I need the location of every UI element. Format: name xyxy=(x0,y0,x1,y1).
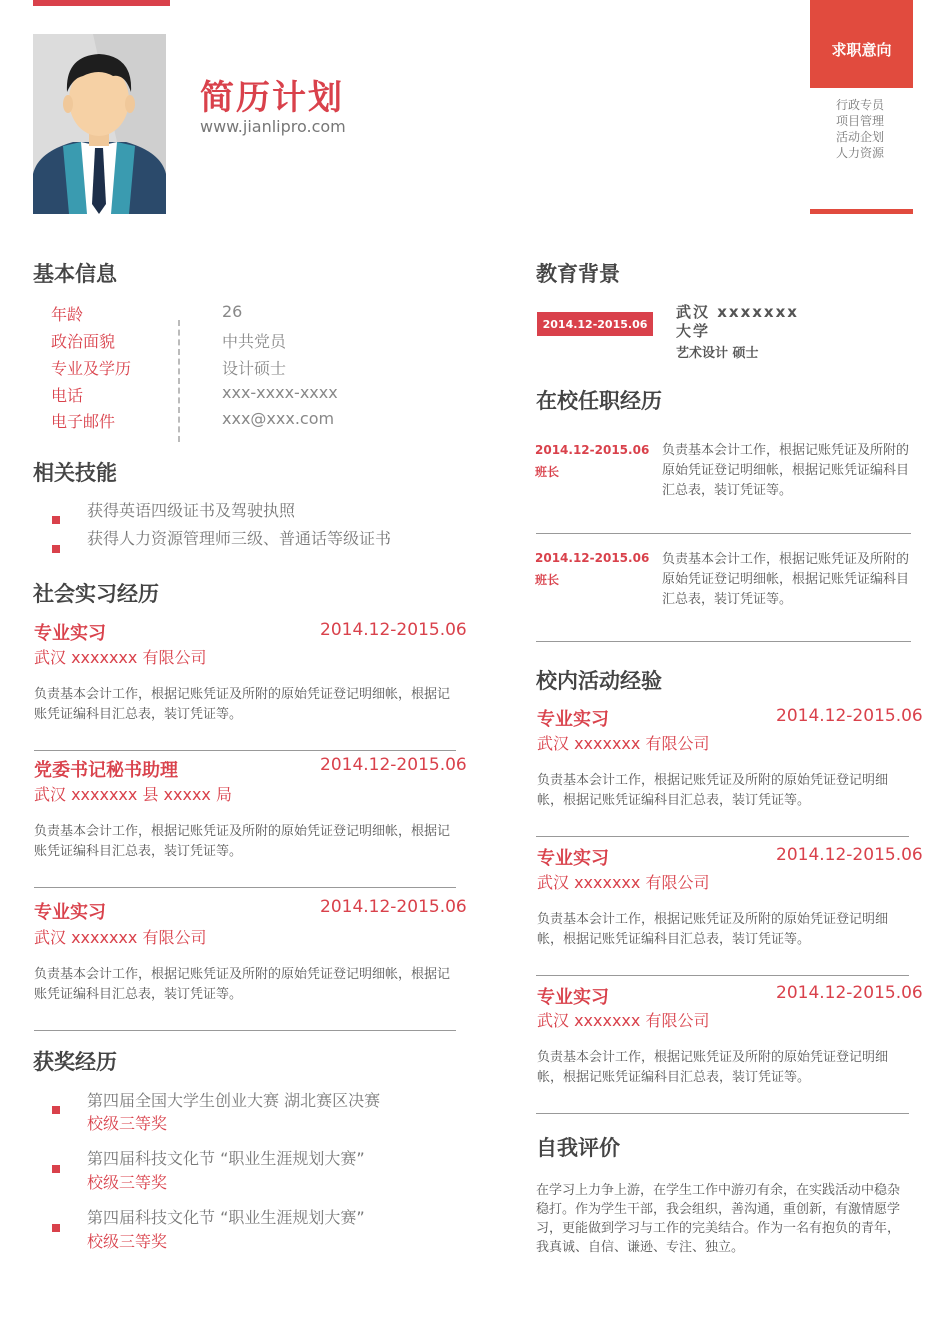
info-value-age: 26 xyxy=(222,302,243,321)
intention-list xyxy=(836,97,884,161)
position-desc: 负责基本会计工作，根据记账凭证及所附的原始凭证登记明细帐，根据记账凭证编科目汇总表，装订凭证等。 xyxy=(662,552,910,607)
practice-title: 专业实习 xyxy=(34,623,106,644)
section-title-basic-info: 基本信息 xyxy=(33,262,117,286)
activity-desc: 负责基本会计工作，根据记账凭证及所附的原始凭证登记明细帐，根据记账凭证编科目汇总表，装订凭证等。 xyxy=(537,773,889,808)
divider xyxy=(536,1113,909,1114)
intention-item: 活动企划 xyxy=(836,130,885,144)
divider xyxy=(34,1030,456,1031)
activity-org: 武汉 xxxxxxx 有限公司 xyxy=(537,873,710,892)
info-label-age: 年龄 xyxy=(51,305,84,324)
activity-org: 武汉 xxxxxxx 有限公司 xyxy=(537,734,710,753)
activity-title: 专业实习 xyxy=(537,709,609,730)
award-name: 第四届科技文化节 “职业生涯规划大赛” xyxy=(87,1208,365,1227)
education-date-badge xyxy=(537,312,653,336)
activity-title: 专业实习 xyxy=(537,848,609,869)
intention-title: 求职意向 xyxy=(831,40,892,59)
practice-date: 2014.12-2015.06 xyxy=(320,897,467,917)
award-level: 校级三等奖 xyxy=(87,1114,168,1133)
award-name: 第四届科技文化节 “职业生涯规划大赛” xyxy=(87,1149,365,1168)
divider xyxy=(536,836,909,837)
intention-item: 人力资源 xyxy=(836,146,885,160)
practice-title: 党委书记秘书助理 xyxy=(34,760,178,781)
activity-date: 2014.12-2015.06 xyxy=(776,983,923,1003)
info-label-email: 电子邮件 xyxy=(51,412,116,431)
position-date: 2014.12-2015.06 xyxy=(535,443,650,457)
practice-date: 2014.12-2015.06 xyxy=(320,755,467,775)
section-title-awards: 获奖经历 xyxy=(33,1050,117,1074)
section-title-education: 教育背景 xyxy=(536,262,620,286)
position-role: 班长 xyxy=(535,573,560,587)
activity-date: 2014.12-2015.06 xyxy=(776,845,923,865)
divider xyxy=(34,750,456,751)
bullet-icon xyxy=(52,516,60,524)
top-accent-bar xyxy=(33,0,170,6)
position-role: 班长 xyxy=(535,465,560,479)
website-text: www.jianlipro.com xyxy=(200,117,346,136)
intention-item: 项目管理 xyxy=(836,114,885,128)
position-desc: 负责基本会计工作，根据记账凭证及所附的原始凭证登记明细帐，根据记账凭证编科目汇总表，装订凭证等。 xyxy=(662,443,910,498)
info-value-email: xxx@xxx.com xyxy=(222,409,335,428)
divider xyxy=(536,641,911,642)
education-major: 艺术设计 硕士 xyxy=(676,346,759,361)
activity-org: 武汉 xxxxxxx 有限公司 xyxy=(537,1011,710,1030)
intention-box xyxy=(810,0,913,88)
activity-desc: 负责基本会计工作，根据记账凭证及所附的原始凭证登记明细帐，根据记账凭证编科目汇总表，装订凭证等。 xyxy=(537,912,889,947)
section-title-skills: 相关技能 xyxy=(33,461,117,485)
info-label-political: 政治面貌 xyxy=(51,332,116,351)
divider xyxy=(536,975,909,976)
practice-org: 武汉 xxxxxxx 县 xxxxx 局 xyxy=(34,785,232,804)
practice-org: 武汉 xxxxxxx 有限公司 xyxy=(34,928,207,947)
education-date: 2014.12-2015.06 xyxy=(542,317,648,331)
practice-desc: 负责基本会计工作，根据记账凭证及所附的原始凭证登记明细帐，根据记账凭证编科目汇总表，装订凭证等。 xyxy=(34,824,451,859)
position-date: 2014.12-2015.06 xyxy=(535,551,650,565)
info-label-degree: 专业及学历 xyxy=(51,359,132,378)
section-title-social-practice: 社会实习经历 xyxy=(33,582,159,606)
activity-desc: 负责基本会计工作，根据记账凭证及所附的原始凭证登记明细帐，根据记账凭证编科目汇总表，装订凭证等。 xyxy=(537,1050,889,1085)
section-title-positions: 在校任职经历 xyxy=(536,389,662,413)
practice-title: 专业实习 xyxy=(34,902,106,923)
bullet-icon xyxy=(52,545,60,553)
practice-date: 2014.12-2015.06 xyxy=(320,620,467,640)
avatar-illustration xyxy=(33,34,166,214)
bullet-icon xyxy=(52,1165,60,1173)
activity-date: 2014.12-2015.06 xyxy=(776,706,923,726)
award-level: 校级三等奖 xyxy=(87,1232,168,1251)
award-name: 第四届全国大学生创业大赛 湖北赛区决赛 xyxy=(87,1091,381,1110)
info-label-phone: 电话 xyxy=(51,386,84,405)
section-title-campus-activities: 校内活动经验 xyxy=(536,669,662,693)
avatar xyxy=(33,34,166,214)
divider xyxy=(34,887,456,888)
info-value-political: 中共党员 xyxy=(222,332,287,351)
skill-item: 获得人力资源管理师三级、普通话等级证书 xyxy=(87,529,392,548)
self-evaluation-text: 在学习上力争上游，在学生工作中游刃有余，在实践活动中稳杂稳打。作为学生干部，我会组织，善沟通，重创新，有激情愿学习，更能做到学习与工作的完美结合。作为一名有抱负的青年，我真诚、自信、谦逊、专注、独立。 xyxy=(536,1183,901,1255)
practice-desc: 负责基本会计工作，根据记账凭证及所附的原始凭证登记明细帐，根据记账凭证编科目汇总表，装订凭证等。 xyxy=(34,687,451,722)
skill-item: 获得英语四级证书及驾驶执照 xyxy=(87,501,296,520)
bullet-icon xyxy=(52,1224,60,1232)
intention-item: 行政专员 xyxy=(836,98,885,112)
award-level: 校级三等奖 xyxy=(87,1173,168,1192)
page-title: 简历计划 xyxy=(200,78,344,118)
intention-bottom-bar xyxy=(810,209,913,214)
info-value-phone: xxx-xxxx-xxxx xyxy=(222,383,338,402)
info-value-degree: 设计硕士 xyxy=(222,359,287,378)
divider xyxy=(536,533,911,534)
section-title-self-evaluation: 自我评价 xyxy=(536,1136,620,1160)
practice-desc: 负责基本会计工作，根据记账凭证及所附的原始凭证登记明细帐，根据记账凭证编科目汇总表，装订凭证等。 xyxy=(34,967,451,1002)
activity-title: 专业实习 xyxy=(537,987,609,1008)
education-school: 武汉 xxxxxxx 大学 xyxy=(676,303,799,340)
info-separator xyxy=(178,320,180,442)
practice-org: 武汉 xxxxxxx 有限公司 xyxy=(34,648,207,667)
bullet-icon xyxy=(52,1106,60,1114)
